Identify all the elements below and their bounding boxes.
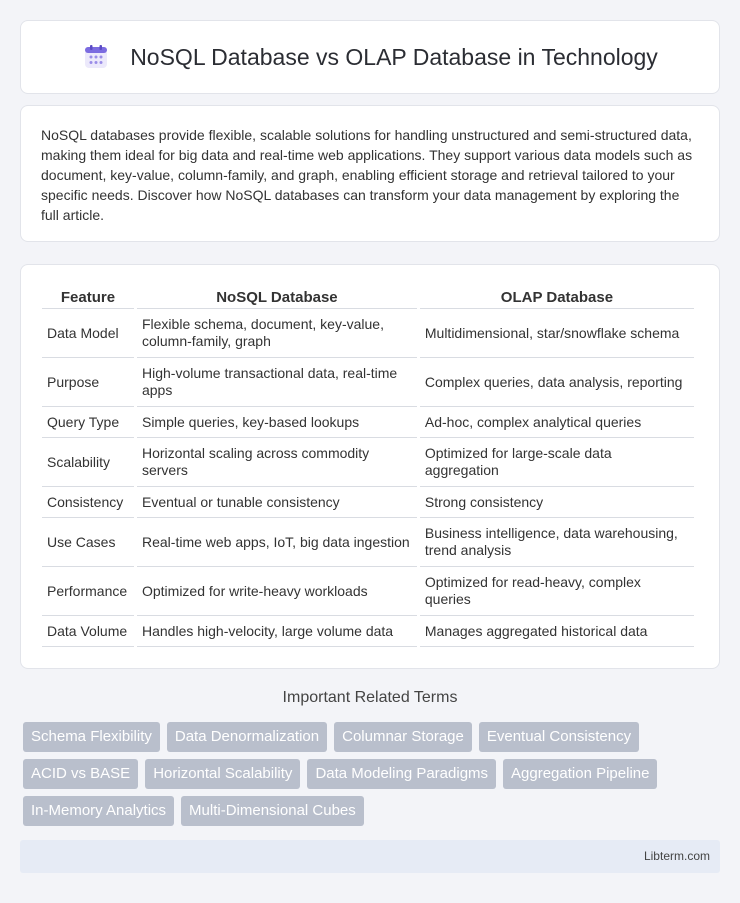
footer-site-link[interactable]: Libterm.com — [643, 849, 710, 863]
header-olap: OLAP Database — [420, 287, 694, 309]
page-title: NoSQL Database vs OLAP Database in Technology — [130, 43, 658, 70]
nosql-cell: Simple queries, key-based lookups — [137, 407, 417, 438]
nosql-cell: High-volume transactional data, real-time apps — [137, 358, 417, 407]
tag-data-denormalization[interactable]: Data Denormalization — [167, 722, 327, 752]
calendar-icon — [82, 43, 110, 71]
header-nosql: NoSQL Database — [137, 287, 417, 309]
nosql-cell: Optimized for write-heavy workloads — [137, 567, 417, 616]
nosql-cell: Handles high-velocity, large volume data — [137, 616, 417, 647]
tag-acid-vs-base[interactable]: ACID vs BASE — [23, 759, 138, 789]
feature-cell: Data Model — [42, 309, 134, 358]
intro-card — [20, 105, 720, 242]
title-card — [20, 20, 720, 94]
table-row — [42, 407, 694, 438]
olap-cell: Strong consistency — [420, 487, 694, 518]
olap-cell: Complex queries, data analysis, reporting — [420, 358, 694, 407]
feature-cell: Consistency — [42, 487, 134, 518]
feature-cell: Performance — [42, 567, 134, 616]
tag-schema-flexibility[interactable]: Schema Flexibility — [23, 722, 160, 752]
table-row — [42, 567, 694, 616]
feature-cell: Scalability — [42, 438, 134, 487]
nosql-cell: Eventual or tunable consistency — [137, 487, 417, 518]
nosql-cell: Horizontal scaling across commodity servers — [137, 438, 417, 487]
olap-cell: Business intelligence, data warehousing, trend analysis — [420, 518, 694, 567]
olap-cell: Ad-hoc, complex analytical queries — [420, 407, 694, 438]
related-terms-tags — [23, 722, 723, 826]
feature-cell: Data Volume — [42, 616, 134, 647]
header-feature: Feature — [42, 287, 134, 309]
comparison-table-card — [20, 264, 720, 669]
table-row — [42, 518, 694, 567]
related-terms-title: Important Related Terms — [282, 689, 458, 706]
feature-cell: Use Cases — [42, 518, 134, 567]
tag-in-memory-analytics[interactable]: In-Memory Analytics — [23, 796, 174, 826]
table-row — [42, 616, 694, 647]
tag-data-modeling-paradigms[interactable]: Data Modeling Paradigms — [307, 759, 496, 789]
tag-aggregation-pipeline[interactable]: Aggregation Pipeline — [503, 759, 657, 789]
table-row — [42, 487, 694, 518]
nosql-cell: Real-time web apps, IoT, big data ingestion — [137, 518, 417, 567]
table-row — [42, 358, 694, 407]
table-row — [42, 438, 694, 487]
olap-cell: Optimized for large-scale data aggregation — [420, 438, 694, 487]
tag-eventual-consistency[interactable]: Eventual Consistency — [479, 722, 639, 752]
comparison-table — [39, 287, 697, 647]
table-header-row — [42, 287, 694, 309]
feature-cell: Query Type — [42, 407, 134, 438]
feature-cell: Purpose — [42, 358, 134, 407]
nosql-cell: Flexible schema, document, key-value, column-family, graph — [137, 309, 417, 358]
tag-multi-dimensional-cubes[interactable]: Multi-Dimensional Cubes — [181, 796, 364, 826]
tag-horizontal-scalability[interactable]: Horizontal Scalability — [145, 759, 300, 789]
olap-cell: Optimized for read-heavy, complex queries — [420, 567, 694, 616]
tag-columnar-storage[interactable]: Columnar Storage — [334, 722, 472, 752]
intro-text: NoSQL databases provide flexible, scalable solutions for handling unstructured and semi-structured data, making them ideal for big data and real-time web applications. They support various data models such as document, key-value, column-family, and graph, enabling efficient storage and retrieval tailored to your specific needs. Discover how NoSQL databases can transform your data management by exploring the full article. — [41, 127, 693, 223]
table-row — [42, 309, 694, 358]
footer — [20, 840, 720, 873]
olap-cell: Manages aggregated historical data — [420, 616, 694, 647]
olap-cell: Multidimensional, star/snowflake schema — [420, 309, 694, 358]
